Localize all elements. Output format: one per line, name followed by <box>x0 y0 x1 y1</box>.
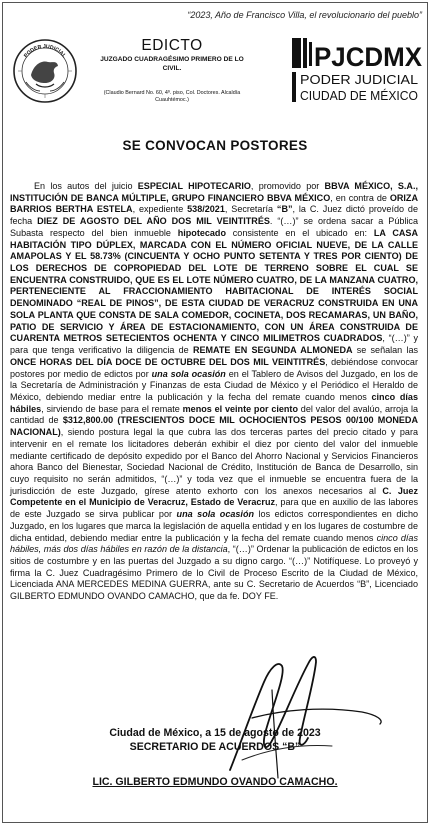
body-run: C. Juez Competente en el Municipio de Veracruz, Estado de Veracruz <box>10 485 418 508</box>
body-run: BBVA MÉXICO, S.A., INSTITUCIÓN DE BANCA MÚLTIPLE, GRUPO FINANCIERO BBVA MÉXICO <box>10 181 418 203</box>
body-run: una sola ocasión <box>176 509 254 520</box>
coat-of-arms-seal-icon <box>12 38 78 104</box>
document-title: EDICTO <box>141 37 203 54</box>
body-run: , Secretaría <box>224 204 277 215</box>
logo-mark: PJCDMX <box>314 42 422 72</box>
logo-line-1: PODER JUDICIAL <box>300 72 418 87</box>
body-run: , para que en auxilio de las labores de este Juzgado se sirva publicar por <box>10 497 418 520</box>
body-run: En los autos del juicio <box>34 181 138 191</box>
body-run: REMATE EN SEGUNDA ALMONEDA <box>192 345 353 356</box>
body-run: , la C. Juez dictó proveído de fecha <box>10 204 418 227</box>
body-run: , promovido por <box>250 181 325 191</box>
secretary-title: SECRETARIO DE ACUERDOS “B” <box>129 741 301 753</box>
edict-body-text <box>10 181 418 603</box>
signer-name: LIC. GILBERTO EDMUNDO OVANDO CAMACHO. <box>92 776 338 788</box>
body-run: cinco días hábiles, más dos días hábiles en razón de la distancia <box>10 532 418 555</box>
body-run: 538/2021 <box>187 204 225 215</box>
court-name: JUZGADO CUADRAGÉSIMO PRIMERO DE LO CIVIL. <box>100 56 244 72</box>
body-run: , en contra de <box>330 192 390 203</box>
svg-text:PODER JUDICIAL <box>23 44 68 60</box>
body-run: menos el veinte por ciento <box>182 403 298 414</box>
body-run: ORIZA BARRIOS BERTHA ESTELA <box>10 192 418 215</box>
body-run: . “(…)” se ordena sacar a Pública Subasta respecto del bien inmueble <box>10 216 418 238</box>
body-run: , “(…)” Ordenar la publicación de edictos en los sitios de costumbre y en las puertas del Juzgado a su digno cargo. “(…)” Notifíquese. Lo proveyó y firma la C. Juez Cuadragésimo Primero de lo Civil de Proceso Escrito de la Ciudad de México, Licenciada ANA MERCEDES MEDINA GUERRA, ante su C. Secretario de Acuerdos “B”, Licenciado GILBERTO EDMUNDO OVANDO CAMACHO, que da fe. DOY FE. <box>10 544 418 602</box>
body-run: ESPECIAL HIPOTECARIO <box>137 181 251 191</box>
body-run: $312,800.00 (TRESCIENTOS DOCE MIL OCHOCIENTOS PESOS 00/100 MONEDA NACIONAL) <box>10 415 418 438</box>
seal-text: PODER JUDICIAL <box>22 43 68 60</box>
place-and-date: Ciudad de México, a 15 de agosto de 2023 <box>109 727 321 739</box>
body-run: una sola ocasión <box>151 368 226 379</box>
body-run: se señalan las <box>352 345 418 356</box>
body-run: , sirviendo de base para el remate <box>41 403 183 414</box>
body-run: consistente en el ubicado en: <box>226 227 374 238</box>
body-run: “B” <box>276 204 293 215</box>
pjcdmx-logo-icon <box>288 36 424 106</box>
body-run: DIEZ DE AGOSTO DEL AÑO DOS MIL VEINTITRÉS <box>37 216 270 227</box>
body-run: los edictos correspondientes en dicho Juzgado, en los lugares que marca la legislación de aquella entidad y en los lugares de costumbre de dicha entidad, debiendo mediar entre la publicación y la fecha del remate cuando menos <box>10 509 419 543</box>
body-run: , “(…)” y para que tenga verificativo la diligencia de <box>10 333 418 356</box>
body-run: cinco días hábiles <box>10 391 418 414</box>
headline: SE CONVOCAN POSTORES <box>122 138 308 153</box>
court-address: (Claudio Bernard No. 60, 4º. piso, Col. Doctores. Alcaldía Cuauhtémoc.) <box>103 90 241 104</box>
motto-line: “2023, Año de Francisco Villa, el revolucionario del pueblo” <box>187 10 422 20</box>
body-run: en el Tablero de Avisos del Juzgado, en los de la Secretaría de Administración y Finanzas de esta Ciudad de México y el Periódico el Heraldo de México, debiendo mediar entre la publicación y la fecha del remate cuando menos <box>10 368 418 402</box>
body-run: , debiéndose convocar postores por medio de edictos por <box>10 356 418 379</box>
body-run: , expediente <box>132 204 188 215</box>
body-run: ONCE HORAS DEL DÍA DOCE DE OCTUBRE DEL DOS MIL VEINTITRÉS <box>10 356 326 367</box>
body-run: hipotecado <box>177 227 226 238</box>
body-run: , siendo postura legal la que cubra las dos terceras partes del precio citado y para intervenir en el remate los licitadores deberán exhibir el diez por ciento del valor del inmueble mediante certificado de depósito expedido por el Banco del Ahorro Nacional y Servicios Financieros ahora Banco del Bienestar, Sociedad Nacional de Crédito, Institución de Banca de Desarrollo, sin cuyo requisito no serán admitidos, “(…)” y toda vez que el inmueble se encuentra fuera de la jurisdicción de este Juzgado, gírese atento exhorto con los anexos necesarios al <box>10 427 418 496</box>
logo-line-2: CIUDAD DE MÉXICO <box>300 89 422 103</box>
body-run: LA CASA HABITACIÓN TIPO DÚPLEX, MARCADA CON EL NÚMERO OFICIAL NUEVE, DE LA CALLE AMAPOLAS Y EL 58.73% (CINCUENTA Y OCHO PUNTO SETENTA Y TRES POR CIENTO) DE LOS DERECHOS DE COPROPIEDAD DEL LOTE DE TERRENO SOBRE EL CUAL SE ENCUENTRA CONSTRUIDO, QUE ES EL LOTE NÚMERO CUATRO, DE LA MANZANA CUATRO, PERTENECIENTE AL FRACCIONAMIENTO HABITACIONAL DE INTERÉS SOCIAL DENOMINADO “REAL DE PINOS”, DE ESTA CIUDAD DE VERACRUZ CONSTRUIDA EN UNA SOLA PLANTA QUE CONSTA DE SALA COMEDOR, COCINETA, DOS RECAMARAS, UN BAÑO, PATIO DE SERVICIO Y ÁREA DE ESTACIONAMIENTO, CON UN ÁREA CONSTRUIDA DE CUARENTA METROS SETECIENTOS OCHENTA Y CINCO MILIMETROS CUADRADOS <box>10 227 419 344</box>
body-run: del valor del avalúo, arroja la cantidad de <box>10 403 418 426</box>
